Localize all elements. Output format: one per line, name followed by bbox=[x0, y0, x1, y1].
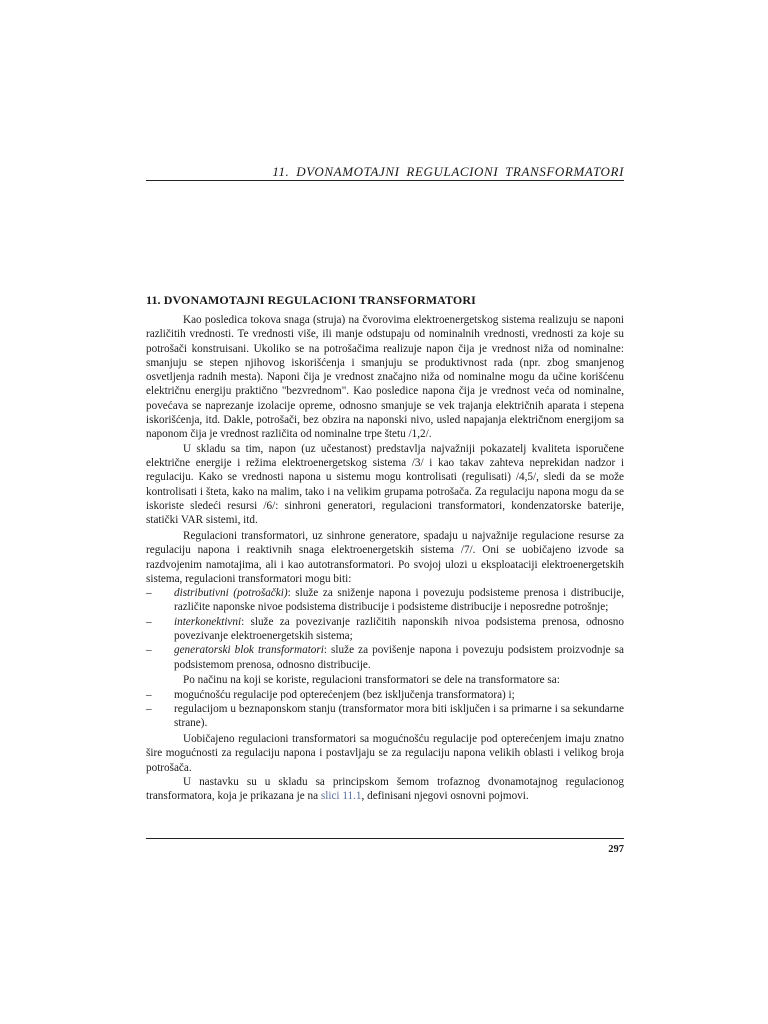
roles-list bbox=[146, 586, 624, 672]
list-text: mogućnošću regulacije pod opterećenjem (bez isključenja transformatora) i; bbox=[174, 688, 515, 701]
list-item bbox=[146, 688, 624, 702]
paragraph-regulating-transformers: Regulacioni transformatori, uz sinhrone generatore, spadaju u najvažnije regulacione resurse za regulaciju napona i reaktivnih snaga elektroenergetskih sistema /7/. Oni se uobičajeno izvode sa razdvojenim namotajima, ali i kao autotransformatori. Po svojoj ulozi u eksploataciji elektroenergetskih sistema, regulacioni transformatori mogu biti: bbox=[146, 529, 624, 585]
list-text: : služe za povezivanje različitih naponskih nivoa podsistema prenosa, odnosno povezivanje elektroenergetskih sistema; bbox=[174, 615, 624, 643]
list-term: interkonektivni bbox=[174, 615, 242, 628]
list-text: regulacijom u beznaponskom stanju (transformator mora biti isključen i sa primarne i sa sekundarne strane). bbox=[174, 703, 624, 730]
paragraph-load-regulation: Uobičajeno regulacioni transformatori sa mogućnošću regulacije pod opterećenjem imaju znatno šire mogućnosti za regulaciju napona i postavljaju se za regulaciju napona velikih oblasti i velikog broja potrošača. bbox=[146, 733, 624, 774]
dash-bullet: – bbox=[146, 644, 152, 657]
figure-ref-text-after: , definisani njegovi osnovni pojmovi. bbox=[361, 790, 529, 803]
list-term: distributivni (potrošački) bbox=[174, 587, 288, 600]
list-item bbox=[146, 615, 624, 644]
dash-bullet: – bbox=[146, 703, 152, 716]
body-text bbox=[146, 313, 624, 804]
list-item bbox=[146, 643, 624, 672]
running-header: 11. DVONAMOTAJNI REGULACIONI TRANSFORMATORI bbox=[272, 164, 624, 179]
header-rule bbox=[146, 180, 624, 181]
chapter-heading: 11. DVONAMOTAJNI REGULACIONI TRANSFORMATORI bbox=[146, 293, 476, 307]
usage-list bbox=[146, 688, 624, 731]
paragraph-figure-reference bbox=[146, 775, 624, 804]
paragraph-voltage-quality: U skladu sa tim, napon (uz učestanost) predstavlja najvažniji pokazatelj kvaliteta isporučene električne energije i režima elektroenergetskog sistema /3/ i kao takav zahteva neprekidan nadzor i regulaciju. Kako se vrednosti napona u sistemu mogu kontrolisati (regulisati) /4,5/, sledi da se može kontrolisati i šteta, kako na malim, tako i na velikim grupama potrošača. Za regulaciju napona mogu da se iskoriste sledeći resursi /6/: sinhroni generatori, regulacioni transformatori, kondenzatorske baterije, statički VAR sistemi, itd. bbox=[146, 442, 624, 527]
page-number: 297 bbox=[608, 844, 624, 855]
dash-bullet: – bbox=[146, 688, 152, 701]
list-text: : služe za sniženje napona i povezuju podsisteme prenosa i distribucije, različite naponske nivoe podsistema distribucije i podsisteme distribucije i neposredne potrošnje; bbox=[174, 587, 624, 614]
figure-ref-text-before: U nastavku su u skladu sa principskom šemom trofaznog dvonamotajnog regulacionog transformatora, koja je prikazana je na bbox=[146, 776, 624, 803]
list-text: : služe za povišenje napona i povezuju podsistem proizvodnje sa podsistemom prenosa, odnosno distribucije. bbox=[174, 644, 624, 671]
list-item bbox=[146, 702, 624, 731]
paragraph-intro: Kao posledica tokova snaga (struja) na čvorovima elektroenergetskog sistema realizuju se naponi različitih vrednosti. Te vrednosti više, ili manje odstupaju od nominalnih vrednosti, vrednosti za koje su potrošači konstruisani. Ukoliko se na potrošačima realizuje napon čija je vrednost niža od nominalne: smanjuju se stepen njihovog iskorišćenja i smanjuju se produktivnost rada (npr. zbog smanjenog osvetljenja radnih mesta). Naponi čija je vrednost značajno niža od nominalne mogu da učine korišćenu električnu energiju praktično "bezvrednom". Kao posledice napona čija je vrednost veća od nominalne, povećava se naprezanje izolacije opreme, odnosno smanjuje se vek trajanja električnih aparata i stepena iskorišćenja, itd. Dakle, potrošači, bez obzira na naponski nivo, usled napajanja električnom energijom sa naponom čija je vrednost različita od nominalne trpe štetu /1,2/. bbox=[146, 314, 624, 441]
dash-bullet: – bbox=[146, 615, 152, 628]
paragraph-usage: Po načinu na koji se koriste, regulacioni transformatori se dele na transformatore sa: bbox=[183, 674, 560, 687]
list-term: generatorski blok transformatori bbox=[174, 644, 324, 657]
footer-rule bbox=[146, 838, 624, 839]
dash-bullet: – bbox=[146, 587, 152, 600]
list-item bbox=[146, 586, 624, 615]
figure-link[interactable]: slici 11.1 bbox=[320, 790, 362, 803]
